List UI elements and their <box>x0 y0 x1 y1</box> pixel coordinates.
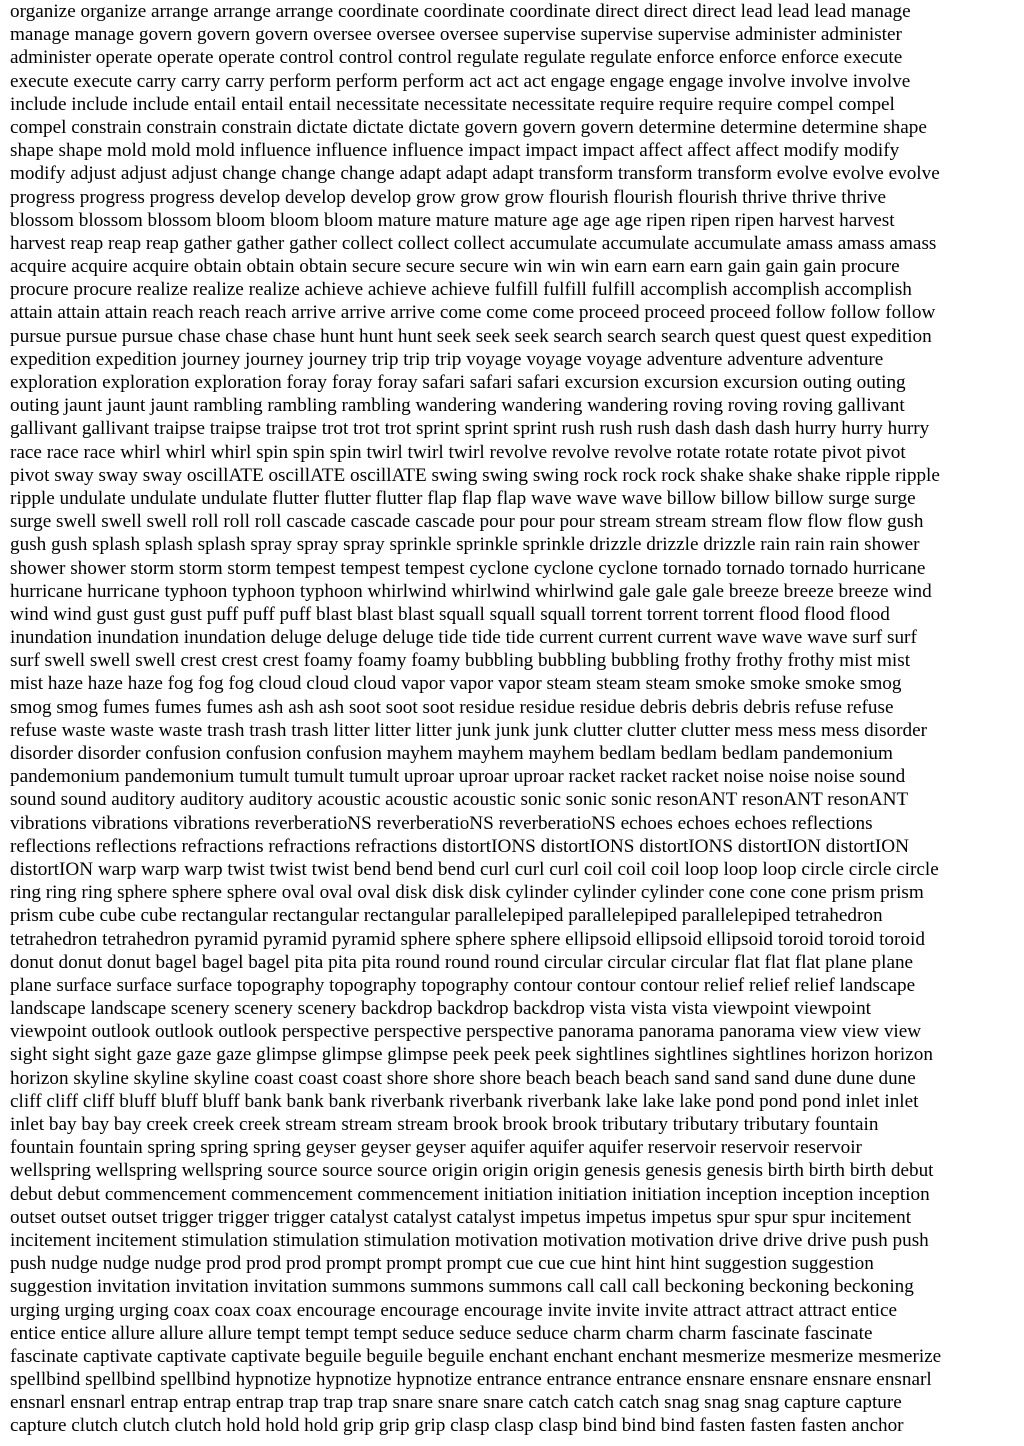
text-line: ring ring ring sphere sphere sphere oval oval oval disk disk disk cylinder cylinder cylinder cone cone cone prism prism <box>10 882 924 904</box>
text-line: gush gush splash splash splash spray spray spray sprinkle sprinkle sprinkle drizzle drizzle drizzle rain rain rain shower <box>10 534 920 556</box>
text-line: modify adjust adjust adjust change change change adapt adapt adapt transform transform transform evolve evolve evolve <box>10 163 940 185</box>
text-line: donut donut donut bagel bagel bagel pita pita pita round round round circular circular circular flat flat flat plane plane <box>10 951 914 973</box>
text-line: push nudge nudge nudge prod prod prod prompt prompt prompt cue cue cue hint hint hint suggestion suggestion <box>10 1253 874 1275</box>
text-line: sight sight sight gaze gaze gaze glimpse glimpse glimpse peek peek peek sightlines sightlines sightlines horizon horizon <box>10 1044 933 1066</box>
text-line: include include include entail entail entail necessitate necessitate necessitate require require require compel compel <box>10 93 895 115</box>
text-line: cliff cliff cliff bluff bluff bluff bank bank bank riverbank riverbank riverbank lake lake lake pond pond pond inlet inlet <box>10 1090 919 1112</box>
text-line: expedition expedition journey journey journey trip trip trip voyage voyage voyage adventure adventure adventure <box>10 348 884 370</box>
text-line: suggestion invitation invitation invitation summons summons summons call call call beckoning beckoning beckoning <box>10 1276 914 1298</box>
text-line: blossom blossom blossom bloom bloom bloom mature mature mature age age age ripen ripen ripen harvest harvest <box>10 209 895 231</box>
text-line: distortION warp warp warp twist twist twist bend bend bend curl curl curl coil coil coil loop loop loop circle circle circle <box>10 858 939 880</box>
text-line: entice entice allure allure allure tempt tempt tempt seduce seduce seduce charm charm charm fascinate fascinate <box>10 1322 873 1344</box>
document-body <box>10 0 1016 1438</box>
text-line: outset outset outset trigger trigger trigger catalyst catalyst catalyst impetus impetus impetus spur spur spur incitement <box>10 1206 912 1228</box>
text-line: vibrations vibrations vibrations reverberatioNS reverberatioNS reverberatioNS echoes echoes echoes reflections <box>10 812 873 834</box>
text-line: horizon skyline skyline skyline coast coast coast shore shore shore beach beach beach sand sand sand dune dune dune <box>10 1067 916 1089</box>
text-line: pivot sway sway sway oscillATE oscillATE oscillATE swing swing swing rock rock rock shake shake shake ripple ripple <box>10 464 940 486</box>
text-line: smog smog fumes fumes fumes ash ash ash soot soot soot residue residue residue debris debris debris refuse refuse <box>10 696 894 718</box>
text-line: debut debut commencement commencement commencement initiation initiation initiation inception inception inception <box>10 1183 930 1205</box>
text-line: compel constrain constrain constrain dictate dictate dictate govern govern govern determine determine determine shape <box>10 116 927 138</box>
text-line: execute execute carry carry carry perform perform perform act act act engage engage engage involve involve involve <box>10 70 911 92</box>
text-line: pursue pursue pursue chase chase chase hunt hunt hunt seek seek seek search search search quest quest quest expedition <box>10 325 932 347</box>
text-line: mist haze haze haze fog fog fog cloud cloud cloud vapor vapor vapor steam steam steam smoke smoke smoke smog <box>10 673 902 695</box>
text-line: viewpoint outlook outlook outlook perspective perspective perspective panorama panorama panorama view view view <box>10 1021 922 1043</box>
text-line: incitement incitement stimulation stimulation stimulation motivation motivation motivation drive drive drive push push <box>10 1229 929 1251</box>
text-line: acquire acquire acquire obtain obtain obtain secure secure secure win win win earn earn earn gain gain gain procure <box>10 256 900 278</box>
text-line: wind wind gust gust gust puff puff puff blast blast blast squall squall squall torrent torrent torrent flood flood flood <box>10 603 890 625</box>
text-line: fountain fountain spring spring spring geyser geyser geyser aquifer aquifer aquifer reservoir reservoir reservoir <box>10 1137 862 1159</box>
text-line: ensnarl ensnarl entrap entrap entrap trap trap trap snare snare snare catch catch catch snag snag snag capture capture <box>10 1392 902 1414</box>
text-line: landscape landscape scenery scenery scenery backdrop backdrop backdrop vista vista vista viewpoint viewpoint <box>10 998 872 1020</box>
text-line: organize organize arrange arrange arrange coordinate coordinate coordinate direct direct direct lead lead lead manage <box>10 1 911 22</box>
text-line: reflections reflections refractions refractions refractions distortIONS distortIONS distortIONS distortION distortION <box>10 835 909 857</box>
text-line: outing jaunt jaunt jaunt rambling rambling rambling wandering wandering wandering roving roving roving gallivant <box>10 395 905 417</box>
text-line: wellspring wellspring wellspring source source source origin origin origin genesis genesis genesis birth birth birth debut <box>10 1160 934 1182</box>
text-line: tetrahedron tetrahedron pyramid pyramid pyramid sphere sphere sphere ellipsoid ellipsoid ellipsoid toroid toroid toroid <box>10 928 925 950</box>
text-line: surge swell swell swell roll roll roll cascade cascade cascade pour pour pour stream stream stream flow flow flow gush <box>10 511 924 533</box>
text-line: spellbind spellbind spellbind hypnotize hypnotize hypnotize entrance entrance entrance ensnare ensnare ensnare ensnarl <box>10 1369 932 1391</box>
text-line: inlet bay bay bay creek creek creek stream stream stream brook brook brook tributary tributary tributary fountain <box>10 1114 879 1135</box>
text-line: refuse waste waste waste trash trash trash litter litter litter junk junk junk clutter clutter clutter mess mess mess disorder <box>10 719 928 741</box>
text-line: harvest reap reap reap gather gather gather collect collect collect accumulate accumulate accumulate amass amass amass <box>10 232 937 254</box>
text-line: urging urging urging coax coax coax encourage encourage encourage invite invite invite attract attract attract entice <box>10 1299 898 1321</box>
text-line: prism cube cube cube rectangular rectangular rectangular parallelepiped parallelepiped parallelepiped tetrahedron <box>10 905 883 927</box>
text-line: attain attain attain reach reach reach arrive arrive arrive come come come proceed proceed proceed follow follow follow <box>10 302 936 324</box>
text-line: manage manage govern govern govern oversee oversee oversee supervise supervise supervise administer administer <box>10 24 902 46</box>
text-line: capture clutch clutch clutch hold hold hold grip grip grip clasp clasp clasp bind bind bind fasten fasten fasten anchor <box>10 1415 904 1437</box>
text-line: administer operate operate operate control control control regulate regulate regulate enforce enforce enforce execute <box>10 47 903 69</box>
text-line: shape shape mold mold mold influence influence influence impact impact impact affect affect affect modify modify <box>10 140 900 162</box>
text-line: race race race whirl whirl whirl spin spin spin twirl twirl twirl revolve revolve revolve rotate rotate rotate pivot pivot <box>10 441 906 463</box>
text-line: shower shower storm storm storm tempest tempest tempest cyclone cyclone cyclone tornado tornado tornado hurricane <box>10 557 926 579</box>
text-line: sound sound auditory auditory auditory acoustic acoustic acoustic sonic sonic sonic resonANT resonANT resonANT <box>10 789 909 811</box>
text-line: inundation inundation inundation deluge deluge deluge tide tide tide current current current wave wave wave surf surf <box>10 627 917 649</box>
text-line: surf swell swell swell crest crest crest foamy foamy foamy bubbling bubbling bubbling frothy frothy frothy mist mist <box>10 650 911 672</box>
text-line: fascinate captivate captivate captivate beguile beguile beguile enchant enchant enchant mesmerize mesmerize mesmerize <box>10 1345 942 1367</box>
text-line: hurricane hurricane typhoon typhoon typhoon whirlwind whirlwind whirlwind gale gale gale breeze breeze breeze wind <box>10 580 932 602</box>
text-line: plane surface surface surface topography topography topography contour contour contour relief relief relief landscape <box>10 974 916 996</box>
text-line: ripple undulate undulate undulate flutter flutter flutter flap flap flap wave wave wave billow billow billow surge surge <box>10 487 916 509</box>
text-line: exploration exploration exploration foray foray foray safari safari safari excursion excursion excursion outing outing <box>10 372 906 393</box>
text-line: disorder disorder confusion confusion confusion mayhem mayhem mayhem bedlam bedlam bedlam pandemonium <box>10 743 893 764</box>
text-line: procure procure realize realize realize achieve achieve achieve fulfill fulfill fulfill accomplish accomplish accomplish <box>10 279 912 301</box>
text-line: progress progress progress develop develop develop grow grow grow flourish flourish flourish thrive thrive thrive <box>10 186 887 208</box>
text-line: pandemonium pandemonium tumult tumult tumult uproar uproar uproar racket racket racket noise noise noise sound <box>10 766 906 788</box>
text-line: gallivant gallivant traipse traipse traipse trot trot trot sprint sprint sprint rush rush rush dash dash dash hurry hurry hurry <box>10 418 930 440</box>
